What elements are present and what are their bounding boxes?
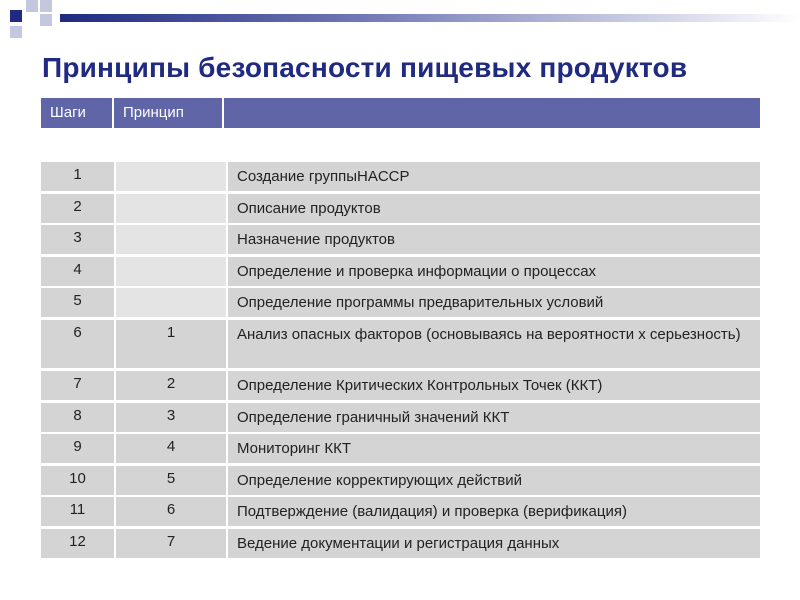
step-cell: 2 [41,194,114,223]
description-cell: Ведение документации и регистрация данных [228,529,760,558]
description-cell: Определение граничный значений ККТ [228,403,760,432]
principle-cell [116,288,226,317]
principle-cell [116,225,226,254]
top-decor-line [60,14,800,22]
table-row [41,497,760,526]
table-row [41,466,760,495]
step-cell: 12 [41,529,114,558]
table-row [41,162,760,191]
description-cell: Подтверждение (валидация) и проверка (верификация) [228,497,760,526]
description-cell: Мониторинг ККТ [228,434,760,463]
step-cell: 11 [41,497,114,526]
principle-cell: 6 [116,497,226,526]
description-cell: Определение корректирующих действий [228,466,760,495]
description-cell: Определение Критических Контрольных Точек (ККТ) [228,371,760,400]
principle-cell [116,162,226,191]
header-description [224,98,760,128]
principle-cell: 5 [116,466,226,495]
step-cell: 8 [41,403,114,432]
principle-cell: 1 [116,320,226,368]
table-row [41,320,760,368]
decor-square-light-4 [10,26,22,38]
table-row [41,434,760,463]
decor-square-dark-1 [10,10,22,22]
table-row [41,194,760,223]
step-cell: 4 [41,257,114,286]
step-cell: 7 [41,371,114,400]
principle-cell [116,257,226,286]
header-principle: Принцип [114,98,224,128]
slide-title: Принципы безопасности пищевых продуктов [42,52,688,83]
description-cell: Создание группыHACCP [228,162,760,191]
decor-square-light-2 [40,0,52,12]
step-cell: 6 [41,320,114,368]
table-row [41,371,760,400]
principle-cell [116,194,226,223]
step-cell: 10 [41,466,114,495]
decor-square-light-3 [40,14,52,26]
principle-cell: 4 [116,434,226,463]
table-row [41,288,760,317]
step-cell: 3 [41,225,114,254]
principle-cell: 3 [116,403,226,432]
description-cell: Анализ опасных факторов (основываясь на вероятности х серьезность) [228,320,760,368]
description-cell: Назначение продуктов [228,225,760,254]
table-row [41,403,760,432]
decor-square-light-1 [26,0,38,12]
step-cell: 5 [41,288,114,317]
principle-cell: 7 [116,529,226,558]
description-cell: Описание продуктов [228,194,760,223]
description-cell: Определение и проверка информации о процессах [228,257,760,286]
table-row [41,529,760,558]
step-cell: 9 [41,434,114,463]
table-row [41,225,760,254]
header-steps: Шаги [41,98,114,128]
table-row [41,257,760,286]
description-cell: Определение программы предварительных условий [228,288,760,317]
table-header [41,98,760,128]
step-cell: 1 [41,162,114,191]
principle-cell: 2 [116,371,226,400]
